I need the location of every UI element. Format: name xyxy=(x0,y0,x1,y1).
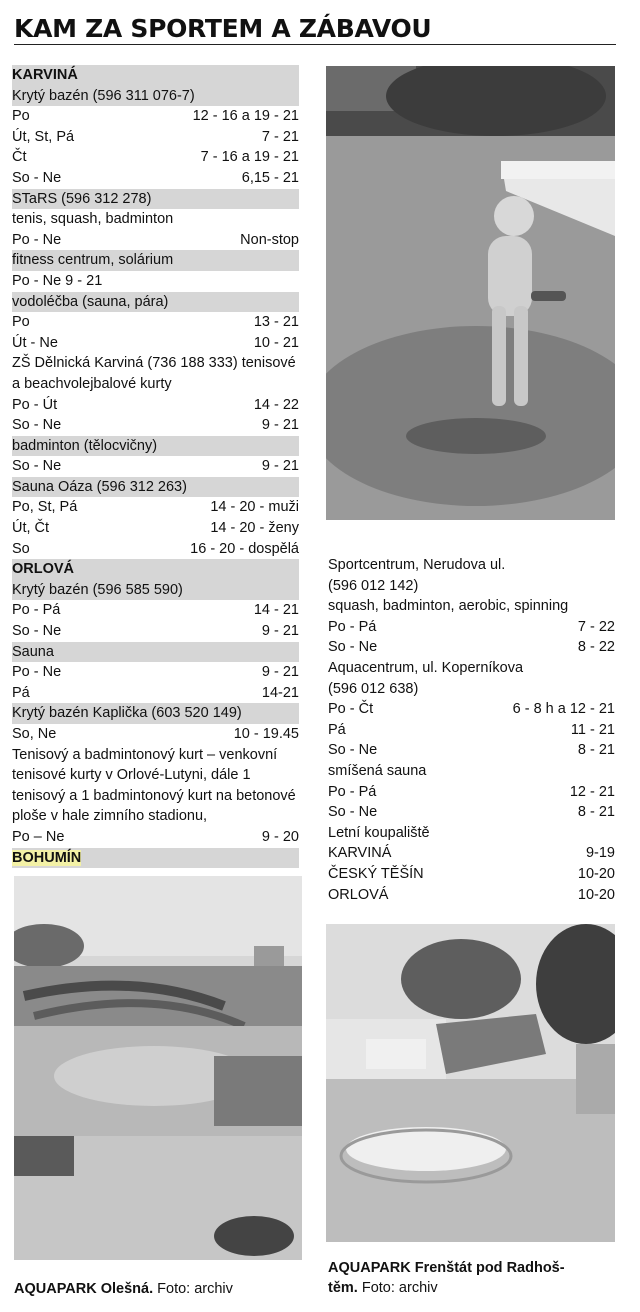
venue-name: Sauna xyxy=(12,642,299,663)
schedule-days: So - Ne xyxy=(12,458,62,475)
schedule-hours: 14 - 20 - muži xyxy=(210,499,299,516)
listing-line: smíšená sauna xyxy=(328,762,427,779)
schedule-hours: 13 - 21 xyxy=(253,314,299,331)
schedule-hours: 10-20 xyxy=(577,865,615,882)
venue-name: badminton (tělocvičny) xyxy=(12,436,299,457)
schedule-row xyxy=(12,147,299,168)
listing-line: Sportcentrum, Nerudova ul. xyxy=(328,557,506,573)
schedule-row xyxy=(328,699,615,720)
schedule-days: So xyxy=(12,540,30,557)
schedule-days: Po - Pá xyxy=(328,783,377,800)
schedule-days: Út - Ne xyxy=(12,334,58,351)
listing-line: tenis, squash, badminton xyxy=(12,211,174,228)
schedule-days: Po xyxy=(12,108,30,125)
schedule-hours: 8 - 21 xyxy=(577,742,615,759)
schedule-days: KARVINÁ xyxy=(328,845,392,862)
schedule-row xyxy=(12,456,299,477)
schedule-row xyxy=(12,518,299,539)
venue-description: Tenisový a badmintonový kurt – venkovní tenisové kurty v Orlové-Lutyni, dále 1 tenisový a 1 badmintonový kurt na betonové ploše v hale zimního stadionu, xyxy=(12,746,296,825)
schedule-days: Po - Čt xyxy=(328,701,374,718)
schedule-row xyxy=(328,802,615,823)
schedule-row xyxy=(12,415,299,436)
schedule-days: Po - Ne xyxy=(12,664,62,681)
schedule-hours: 8 - 21 xyxy=(577,804,615,821)
schedule-days: So - Ne xyxy=(328,639,378,656)
schedule-row xyxy=(12,497,299,518)
schedule-days: Pá xyxy=(328,721,346,738)
schedule-row xyxy=(12,621,299,642)
schedule-hours: 12 - 16 a 19 - 21 xyxy=(192,108,299,125)
schedule-row xyxy=(12,724,299,745)
schedule-hours: Non-stop xyxy=(240,231,299,248)
schedule-hours: 7 - 21 xyxy=(261,128,299,145)
schedule-hours: 9 - 21 xyxy=(261,458,299,475)
schedule-hours: 6 - 8 h a 12 - 21 xyxy=(512,701,615,718)
schedule-days: Pá xyxy=(12,684,30,701)
schedule-hours: 9-19 xyxy=(585,845,615,862)
schedule-hours: 14 - 21 xyxy=(253,602,299,619)
venue-name: vodoléčba (sauna, pára) xyxy=(12,292,299,313)
schedule-days: Po xyxy=(12,314,30,331)
town-heading-highlight: BOHUMÍN xyxy=(12,849,82,866)
schedule-days: Po – Ne xyxy=(12,828,65,845)
caption-olesna-credit: Foto: archiv xyxy=(157,1281,233,1297)
schedule-days: So - Ne xyxy=(328,804,378,821)
caption-olesna-title: AQUAPARK Olešná. xyxy=(14,1281,154,1297)
listing-line: Aquacentrum, ul. Koperníkova xyxy=(328,659,524,676)
schedule-hours: 10 - 19.45 xyxy=(233,726,299,742)
schedule-hours: 9 - 21 xyxy=(261,623,299,640)
schedule-row xyxy=(12,333,299,354)
schedule-hours: 16 - 20 - dospělá xyxy=(190,540,299,557)
venue-name: STaRS (596 312 278) xyxy=(12,189,299,210)
schedule-row xyxy=(12,312,299,333)
schedule-row xyxy=(328,864,615,885)
schedule-days: Út, Čt xyxy=(12,520,50,537)
listing-line: Letní koupaliště xyxy=(328,824,430,841)
right-listing-column xyxy=(328,555,615,905)
town-heading: KARVINÁ xyxy=(12,65,299,86)
schedule-row xyxy=(328,885,615,906)
schedule-row xyxy=(12,395,299,416)
listing-line: (596 012 142) xyxy=(328,577,419,594)
schedule-hours: 10-20 xyxy=(577,886,615,903)
schedule-hours: 12 - 21 xyxy=(569,783,615,800)
schedule-row xyxy=(12,539,299,560)
page-headline: KAM ZA SPORTEM A ZÁBAVOU xyxy=(14,14,432,43)
schedule-row xyxy=(12,127,299,148)
venue-description: ZŠ Dělnická Karviná (736 188 333) tenisové a beachvolejbalové kurty xyxy=(12,355,296,392)
photo-aquapark-olesna xyxy=(14,876,302,1260)
schedule-hours: 14 - 22 xyxy=(253,396,299,413)
schedule-hours: 9 - 21 xyxy=(261,417,299,434)
venue-name: Sauna Oáza (596 312 263) xyxy=(12,477,299,498)
schedule-days: So, Ne xyxy=(12,726,57,742)
schedule-hours: 9 - 21 xyxy=(261,664,299,681)
schedule-days: Po - Ne xyxy=(12,231,62,248)
schedule-row xyxy=(12,168,299,189)
schedule-row xyxy=(12,230,299,251)
schedule-hours: 10 - 21 xyxy=(253,334,299,351)
caption-frenstat xyxy=(328,1258,628,1298)
schedule-hours: 6,15 - 21 xyxy=(241,169,299,186)
schedule-days: ČESKÝ TĚŠÍN xyxy=(328,865,424,882)
schedule-days: Po - Pá xyxy=(12,602,61,619)
schedule-hours: 8 - 22 xyxy=(577,639,615,656)
schedule-days: So - Ne xyxy=(328,742,378,759)
schedule-row xyxy=(12,106,299,127)
photo-child-on-lawn xyxy=(326,66,615,520)
town-heading xyxy=(12,848,299,869)
schedule-hours: 7 - 22 xyxy=(577,618,615,635)
schedule-hours: 9 - 20 xyxy=(261,828,299,845)
listing-line: Po - Ne 9 - 21 xyxy=(12,272,103,289)
schedule-row xyxy=(328,782,615,803)
schedule-days: So - Ne xyxy=(12,169,62,186)
schedule-days: Po - Pá xyxy=(328,618,377,635)
caption-frenstat-title-line2: těm. xyxy=(328,1280,358,1296)
caption-frenstat-title-line1: AQUAPARK Frenštát pod Radhoš- xyxy=(328,1260,565,1276)
schedule-row xyxy=(328,740,615,761)
schedule-row xyxy=(12,600,299,621)
caption-frenstat-credit: Foto: archiv xyxy=(361,1280,438,1296)
schedule-days: ORLOVÁ xyxy=(328,886,389,903)
schedule-row xyxy=(328,617,615,638)
schedule-row xyxy=(328,637,615,658)
left-listing-column xyxy=(12,65,299,868)
venue-name: fitness centrum, solárium xyxy=(12,250,299,271)
photo-aquapark-frenstat xyxy=(326,924,615,1242)
schedule-row xyxy=(12,662,299,683)
schedule-row xyxy=(328,843,615,864)
schedule-days: So - Ne xyxy=(12,623,62,640)
town-heading: ORLOVÁ xyxy=(12,559,299,580)
schedule-days: Po - Út xyxy=(12,396,58,413)
schedule-row xyxy=(12,827,299,848)
venue-name: Krytý bazén (596 311 076-7) xyxy=(12,86,299,107)
venue-name: Krytý bazén (596 585 590) xyxy=(12,580,299,601)
caption-olesna xyxy=(14,1279,314,1299)
schedule-hours: 11 - 21 xyxy=(570,721,615,738)
schedule-days: So - Ne xyxy=(12,417,62,434)
venue-name: Krytý bazén Kaplička (603 520 149) xyxy=(12,703,299,724)
schedule-row xyxy=(12,683,299,704)
listing-line: (596 012 638) xyxy=(328,680,419,697)
schedule-hours: 14-21 xyxy=(261,684,299,701)
schedule-days: Čt xyxy=(12,149,27,166)
schedule-days: Po, St, Pá xyxy=(12,499,78,516)
schedule-hours: 14 - 20 - ženy xyxy=(210,520,299,537)
headline-rule xyxy=(14,44,616,45)
schedule-row xyxy=(328,720,615,741)
listing-line: squash, badminton, aerobic, spinning xyxy=(328,598,569,615)
schedule-days: Út, St, Pá xyxy=(12,128,75,145)
schedule-hours: 7 - 16 a 19 - 21 xyxy=(200,149,299,166)
